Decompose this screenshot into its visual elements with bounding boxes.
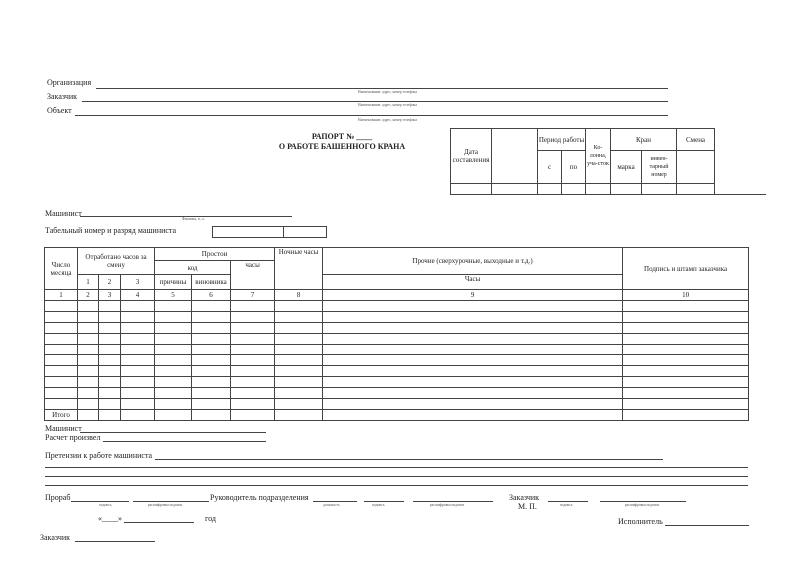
col-day-header: Число месяца: [45, 248, 78, 290]
table-cell[interactable]: [45, 388, 78, 399]
table-cell[interactable]: [623, 311, 749, 322]
object-label: Объект: [47, 106, 72, 115]
customer-signature-hint: подпись: [560, 503, 573, 507]
table-cell[interactable]: [78, 388, 99, 399]
table-row: [45, 311, 749, 322]
calc-line[interactable]: [103, 441, 266, 442]
table-row: [45, 399, 749, 410]
table-cell[interactable]: [231, 311, 275, 322]
col-number-5: 5: [155, 290, 192, 301]
table-cell[interactable]: [155, 322, 192, 333]
col-code-header: код: [155, 261, 231, 275]
tab-number-box[interactable]: [213, 227, 284, 238]
table-cell[interactable]: [275, 301, 323, 312]
table-cell[interactable]: [275, 322, 323, 333]
table-cell[interactable]: [121, 388, 155, 399]
table-cell[interactable]: [323, 366, 623, 377]
report-title-subject: О РАБОТЕ БАШЕННОГО КРАНА: [278, 142, 406, 151]
table-cell[interactable]: [155, 355, 192, 366]
col-other-hours-header: Часы: [323, 275, 623, 290]
customer-decode-hint: расшифровка подписи: [625, 503, 660, 507]
info-column-value[interactable]: [586, 184, 611, 195]
col-worked-3: 3: [121, 275, 155, 290]
calc-label: Расчет произвел: [45, 433, 101, 442]
table-cell[interactable]: [231, 355, 275, 366]
foreman-signature-line[interactable]: [71, 501, 129, 502]
claims-label: Претензии к работе машиниста: [45, 451, 153, 460]
table-cell[interactable]: [623, 333, 749, 344]
col-downtime-header: Простои: [155, 248, 275, 261]
customer-decode-line[interactable]: [600, 501, 686, 502]
operator-label: Машинист: [45, 209, 82, 218]
foreman-decode-hint: расшифровка подписи: [148, 503, 183, 507]
col-number-6: 6: [192, 290, 231, 301]
table-cell[interactable]: [155, 333, 192, 344]
table-cell[interactable]: [121, 322, 155, 333]
main-table: [44, 247, 749, 421]
table-cell[interactable]: [323, 399, 623, 410]
table-cell[interactable]: [192, 301, 231, 312]
table-cell[interactable]: [323, 377, 623, 388]
head-decode-hint: расшифровка подписи: [430, 503, 465, 507]
info-inventory-header: инвен-тарный номер: [642, 151, 677, 184]
table-row: [45, 355, 749, 366]
table-cell[interactable]: [323, 344, 623, 355]
total-cell[interactable]: [275, 409, 323, 420]
table-cell[interactable]: [155, 399, 192, 410]
col-sign-header: Подпись и штамп заказчика: [623, 248, 749, 290]
col-number-10: 10: [623, 290, 749, 301]
table-cell[interactable]: [99, 301, 121, 312]
tab-number-label: Табельный номер и разряд машиниста: [45, 226, 177, 235]
total-cell[interactable]: [231, 409, 275, 420]
total-cell[interactable]: [323, 409, 623, 420]
col-worked-1: 1: [78, 275, 99, 290]
table-cell[interactable]: [45, 333, 78, 344]
head-decode-line[interactable]: [413, 501, 493, 502]
year-label: год: [205, 514, 216, 523]
head-position-line[interactable]: [313, 501, 357, 502]
foreman-label: Прораб: [45, 493, 71, 502]
table-row: [45, 344, 749, 355]
table-cell[interactable]: [99, 377, 121, 388]
info-shift-cell[interactable]: [677, 184, 715, 195]
total-cell[interactable]: [121, 409, 155, 420]
table-cell[interactable]: [121, 333, 155, 344]
customer-line[interactable]: [82, 101, 668, 102]
table-cell[interactable]: [231, 333, 275, 344]
table-cell[interactable]: [99, 333, 121, 344]
total-label: Итого: [45, 409, 78, 420]
info-to-value[interactable]: [562, 184, 586, 195]
info-brand-value[interactable]: [611, 184, 642, 195]
table-cell[interactable]: [192, 311, 231, 322]
executor-line[interactable]: [665, 525, 749, 526]
table-cell[interactable]: [275, 388, 323, 399]
info-table: [450, 128, 715, 195]
main-table-body: [45, 301, 749, 421]
date-day-label: «____»: [98, 514, 122, 523]
table-cell[interactable]: [323, 333, 623, 344]
table-cell[interactable]: [231, 388, 275, 399]
table-cell[interactable]: [275, 311, 323, 322]
table-cell[interactable]: [99, 366, 121, 377]
info-period-header: Период работы: [538, 129, 586, 151]
info-shift-value[interactable]: [677, 151, 715, 184]
total-cell[interactable]: [99, 409, 121, 420]
executor-label: Исполнитель: [618, 517, 663, 526]
table-cell[interactable]: [275, 399, 323, 410]
table-cell[interactable]: [192, 399, 231, 410]
table-cell[interactable]: [78, 311, 99, 322]
table-cell[interactable]: [78, 301, 99, 312]
table-cell[interactable]: [231, 399, 275, 410]
table-cell[interactable]: [78, 355, 99, 366]
table-cell[interactable]: [78, 377, 99, 388]
info-shift-header: Смена: [677, 129, 715, 151]
info-crane-header: Кран: [611, 129, 677, 151]
table-cell[interactable]: [323, 311, 623, 322]
table-cell[interactable]: [623, 355, 749, 366]
table-row: [45, 366, 749, 377]
table-cell[interactable]: [99, 388, 121, 399]
table-row: [45, 388, 749, 399]
col-number-1: 1: [45, 290, 78, 301]
organization-line[interactable]: [96, 88, 668, 89]
customer-bottom-line[interactable]: [75, 541, 155, 542]
table-cell[interactable]: [192, 355, 231, 366]
table-cell[interactable]: [121, 399, 155, 410]
table-row: [45, 322, 749, 333]
report-title-number: РАПОРТ № ____: [311, 132, 373, 141]
table-cell[interactable]: [45, 311, 78, 322]
col-number-9: 9: [323, 290, 623, 301]
table-cell[interactable]: [121, 377, 155, 388]
table-cell[interactable]: [192, 344, 231, 355]
total-cell[interactable]: [192, 409, 231, 420]
total-cell[interactable]: [623, 409, 749, 420]
total-cell[interactable]: [155, 409, 192, 420]
table-cell[interactable]: [275, 377, 323, 388]
table-cell[interactable]: [192, 322, 231, 333]
table-cell[interactable]: [45, 322, 78, 333]
report-title: [262, 132, 422, 152]
table-cell[interactable]: [623, 322, 749, 333]
info-inventory-value[interactable]: [642, 184, 677, 195]
table-cell[interactable]: [623, 388, 749, 399]
info-blank-cell[interactable]: [492, 129, 538, 184]
operator-hint: Фамилия, и., о.: [182, 217, 206, 221]
table-cell[interactable]: [78, 366, 99, 377]
foreman-decode-line[interactable]: [133, 501, 209, 502]
head-signature-hint: подпись: [372, 503, 385, 507]
table-cell[interactable]: [275, 333, 323, 344]
footer-operator-label: Машинист: [45, 424, 82, 433]
claims-line-1[interactable]: [155, 459, 663, 460]
table-cell[interactable]: [231, 301, 275, 312]
table-cell[interactable]: [45, 399, 78, 410]
foreman-signature-hint: подпись: [99, 503, 112, 507]
table-cell[interactable]: [323, 322, 623, 333]
customer-signature-line[interactable]: [548, 501, 588, 502]
col-hours-header: часы: [231, 261, 275, 290]
col-worked-2: 2: [99, 275, 121, 290]
table-cell[interactable]: [45, 301, 78, 312]
head-position-hint: должность: [323, 503, 340, 507]
table-row: [45, 333, 749, 344]
table-cell[interactable]: [155, 366, 192, 377]
info-from-value[interactable]: [538, 184, 562, 195]
col-number-2: 2: [78, 290, 99, 301]
table-cell[interactable]: [121, 366, 155, 377]
table-cell[interactable]: [275, 366, 323, 377]
info-column-header: Ко-лонна, уча-сток: [586, 129, 611, 184]
table-cell[interactable]: [623, 366, 749, 377]
table-cell[interactable]: [231, 366, 275, 377]
total-row: [45, 409, 749, 420]
table-cell[interactable]: [155, 344, 192, 355]
table-cell[interactable]: [121, 344, 155, 355]
table-cell[interactable]: [231, 344, 275, 355]
customer-mp-label: Заказчик: [509, 493, 540, 502]
table-cell[interactable]: [155, 377, 192, 388]
claims-line-2[interactable]: [45, 467, 748, 468]
info-date-value[interactable]: [451, 184, 492, 195]
head-label: Руководитель подразделения: [210, 493, 309, 502]
table-cell[interactable]: [155, 388, 192, 399]
table-cell[interactable]: [623, 377, 749, 388]
customer-label: Заказчик: [47, 92, 78, 101]
table-cell[interactable]: [192, 388, 231, 399]
table-cell[interactable]: [121, 301, 155, 312]
table-cell[interactable]: [275, 355, 323, 366]
info-table-tail-line: [714, 194, 766, 195]
col-other-header: Прочие (сверхурочные, выходные и т.д.): [323, 248, 623, 275]
total-cell[interactable]: [78, 409, 99, 420]
info-brand-header: марка: [611, 151, 642, 184]
table-cell[interactable]: [99, 355, 121, 366]
col-number-8: 8: [275, 290, 323, 301]
table-cell[interactable]: [623, 399, 749, 410]
claims-line-3[interactable]: [45, 476, 748, 477]
col-reasons-header: причины: [155, 275, 192, 290]
col-worked-header: Отработано часов за смену: [78, 248, 155, 275]
table-cell[interactable]: [99, 344, 121, 355]
table-cell[interactable]: [45, 355, 78, 366]
table-cell[interactable]: [121, 355, 155, 366]
info-blank-value[interactable]: [492, 184, 538, 195]
table-cell[interactable]: [623, 344, 749, 355]
object-hint: Наименование, адрес, номер телефона: [358, 118, 417, 122]
table-cell[interactable]: [192, 366, 231, 377]
customer-hint: Наименование, адрес, номер телефона: [358, 90, 417, 94]
table-cell[interactable]: [121, 311, 155, 322]
table-cell[interactable]: [99, 311, 121, 322]
col-number-7: 7: [231, 290, 275, 301]
date-month-line[interactable]: [124, 522, 194, 523]
col-number-3: 3: [99, 290, 121, 301]
object-hint-top: Наименование, адрес, номер телефона: [358, 103, 417, 107]
table-cell[interactable]: [275, 344, 323, 355]
table-cell[interactable]: [99, 399, 121, 410]
table-cell[interactable]: [231, 322, 275, 333]
info-date-header: Дата составления: [451, 129, 492, 184]
col-number-4: 4: [121, 290, 155, 301]
table-cell[interactable]: [623, 301, 749, 312]
table-cell[interactable]: [45, 377, 78, 388]
col-night-header: Ночные часы: [275, 248, 323, 290]
table-cell[interactable]: [192, 377, 231, 388]
table-cell[interactable]: [155, 301, 192, 312]
info-from-header: с: [538, 151, 562, 184]
table-cell[interactable]: [323, 355, 623, 366]
info-to-header: по: [562, 151, 586, 184]
table-row: [45, 377, 749, 388]
table-cell[interactable]: [45, 344, 78, 355]
table-row: [45, 301, 749, 312]
table-cell[interactable]: [192, 333, 231, 344]
claims-line-4[interactable]: [45, 485, 748, 486]
table-cell[interactable]: [78, 399, 99, 410]
col-culprit-header: виновника: [192, 275, 231, 290]
table-cell[interactable]: [155, 311, 192, 322]
footer-operator-line[interactable]: [80, 432, 266, 433]
organization-label: Организация: [47, 78, 92, 87]
mp-label: М. П.: [518, 502, 537, 511]
tab-number-boxes: [212, 226, 327, 238]
customer-bottom-label: Заказчик: [40, 533, 71, 542]
table-cell[interactable]: [323, 388, 623, 399]
table-cell[interactable]: [78, 333, 99, 344]
head-signature-line[interactable]: [364, 501, 404, 502]
grade-box[interactable]: [284, 227, 327, 238]
table-cell[interactable]: [45, 366, 78, 377]
table-cell[interactable]: [78, 322, 99, 333]
object-line[interactable]: [75, 115, 668, 116]
table-cell[interactable]: [323, 301, 623, 312]
table-cell[interactable]: [99, 322, 121, 333]
table-cell[interactable]: [231, 377, 275, 388]
table-cell[interactable]: [78, 344, 99, 355]
